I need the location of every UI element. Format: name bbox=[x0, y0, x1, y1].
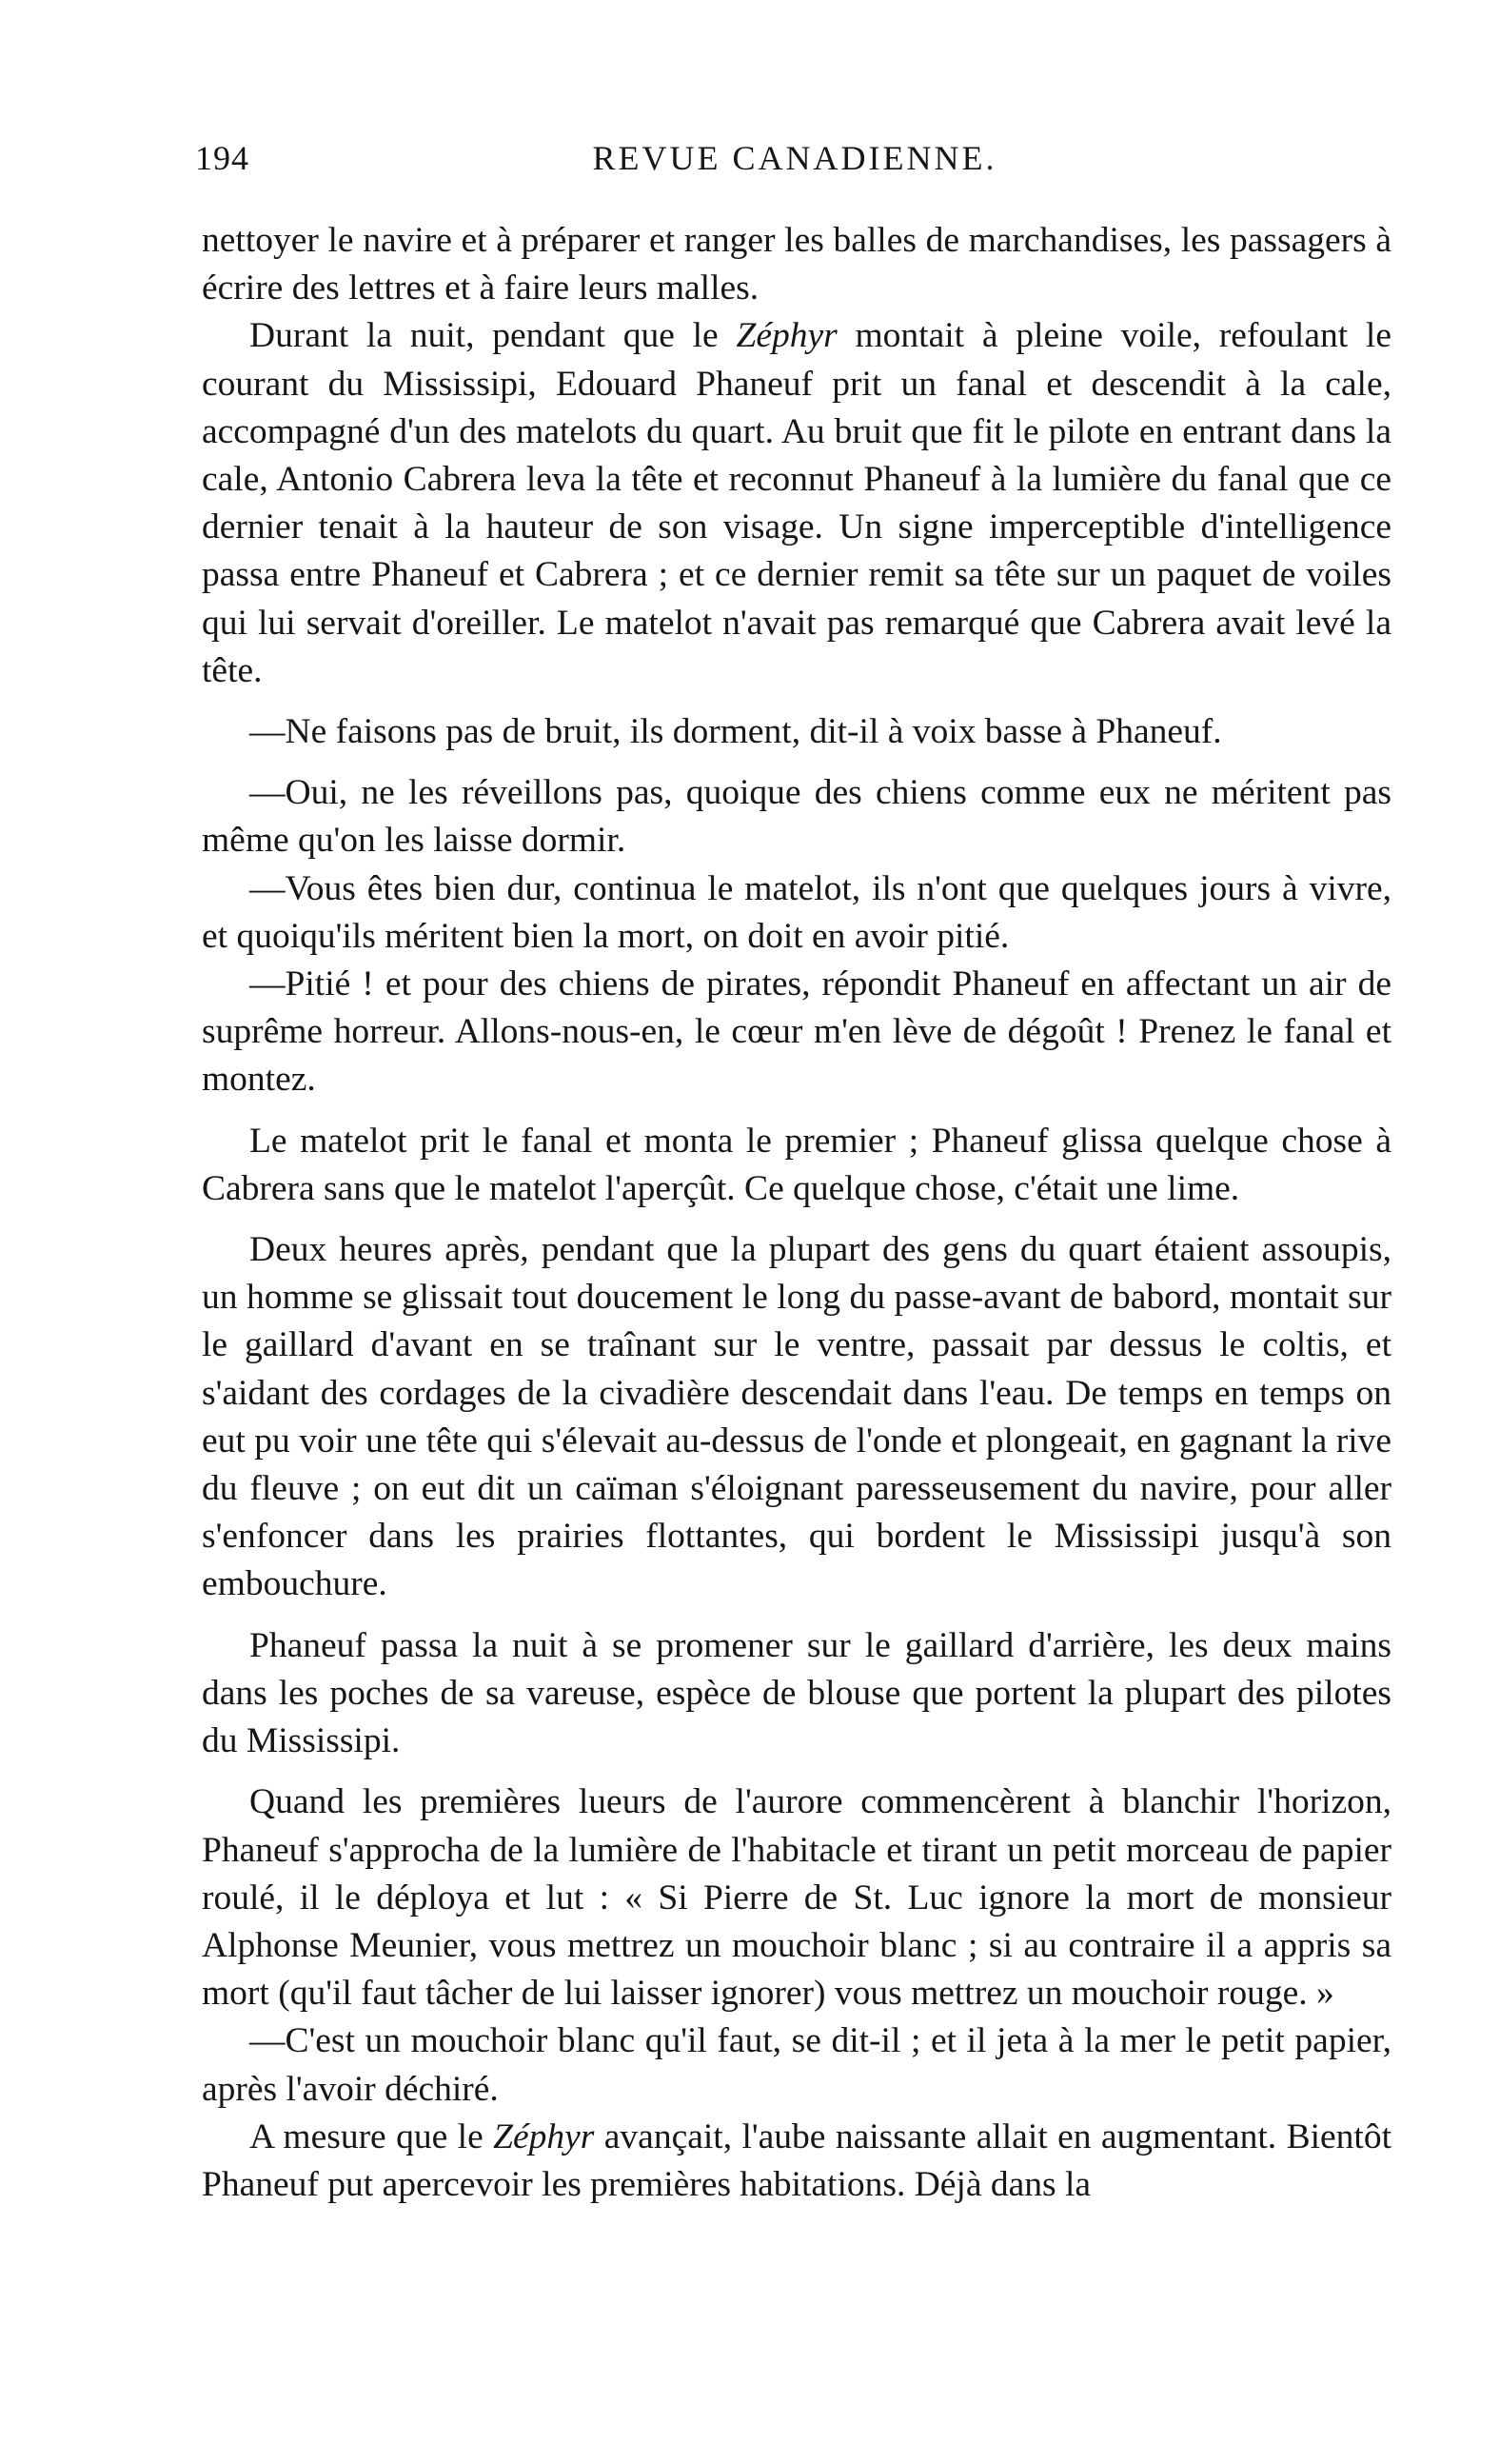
text-run: A mesure que le bbox=[249, 2116, 494, 2156]
paragraph: —Oui, ne les réveillons pas, quoique des chiens comme eux ne méritent pas même qu'on les laisse dormir. bbox=[202, 773, 1391, 861]
paragraph: —C'est un mouchoir blanc qu'il faut, se dit-il ; et il jeta à la mer le petit papier, après l'avoir déchiré. bbox=[202, 2021, 1391, 2109]
body-text bbox=[202, 217, 1391, 2209]
paragraph bbox=[202, 2114, 1391, 2209]
page-number: 194 bbox=[195, 139, 249, 177]
paragraph: Quand les premières lueurs de l'aurore commencèrent à blanchir l'horizon, Phaneuf s'approcha de la lumière de l'habitacle et tirant un petit morceau de papier roulé, il le déploya et lut : « Si Pierre de St. Luc ignore la mort de monsieur Alphonse Meunier, vous mettrez un mouchoir blanc ; si au contraire il a appris sa mort (qu'il faut tâcher de lui laisser ignorer) vous mettrez un mouchoir rouge. » bbox=[202, 1782, 1391, 2014]
paragraph: —Vous êtes bien dur, continua le matelot, ils n'ont que quelques jours à vivre, et quoiqu'ils méritent bien la mort, on doit en avoir pitié. bbox=[202, 868, 1391, 956]
paragraph: —Pitié ! et pour des chiens de pirates, répondit Phaneuf en affectant un air de suprême horreur. Allons-nous-en, le cœur m'en lève de dégoût ! Prenez le fanal et montez. bbox=[202, 964, 1391, 1100]
paragraph: Le matelot prit le fanal et monta le premier ; Phaneuf glissa quelque chose à Cabrera sans que le matelot l'aperçût. Ce quelque chose, c'était une lime. bbox=[202, 1121, 1391, 1208]
paragraph: —Ne faisons pas de bruit, ils dorment, dit-il à voix basse à Phaneuf. bbox=[249, 712, 1222, 752]
text-run: montait à pleine voile, refoulant le courant du Mississipi, Edouard Phaneuf prit un fanal et descendit à la cale, accompagné d'un des matelots du quart. Au bruit que fit le pilote en entrant dans la cale, Antonio Cabrera leva la tête et reconnut Phaneuf à la lumière du fanal que ce dernier tenait à la hauteur de son visage. Un signe imperceptible d'intelligence passa entre Phaneuf et Cabrera ; et ce dernier remit sa tête sur un paquet de voiles qui lui servait d'oreiller. Le matelot n'avait pas remarqué que Cabrera avait levé la tête. bbox=[202, 316, 1391, 690]
ship-name: Zéphyr bbox=[493, 2116, 595, 2156]
paragraph bbox=[202, 312, 1391, 695]
paragraph: nettoyer le navire et à préparer et ranger les balles de marchandises, les passagers à écrire des lettres et à faire leurs malles. bbox=[202, 221, 1391, 308]
ship-name: Zéphyr bbox=[736, 316, 838, 356]
text-run: avançait, l'aube naissante allait en augmentant. Bientôt Phaneuf put apercevoir les premières habitations. Déjà dans la bbox=[202, 2116, 1391, 2204]
paragraph: Phaneuf passa la nuit à se promener sur le gaillard d'arrière, les deux mains dans les poches de sa vareuse, espèce de blouse que portent la plupart des pilotes du Mississipi. bbox=[202, 1625, 1391, 1761]
running-head: REVUE CANADIENNE. bbox=[592, 139, 997, 177]
page-header bbox=[195, 138, 1394, 186]
text-run: Durant la nuit, pendant que le bbox=[249, 316, 737, 356]
paragraph: Deux heures après, pendant que la plupart des gens du quart étaient assoupis, un homme se glissait tout doucement le long du passe-avant de babord, montait sur le gaillard d'avant en se traînant sur le ventre, passait par dessus le coltis, et s'aidant des cordages de la civadière descendait dans l'eau. De temps en temps on eut pu voir une tête qui s'élevait au-dessus de l'onde et plongeait, en gagnant la rive du fleuve ; on eut dit un caïman s'éloignant paresseusement du navire, pour aller s'enfoncer dans les prairies flottantes, qui bordent le Mississipi jusqu'à son embouchure. bbox=[202, 1230, 1391, 1604]
